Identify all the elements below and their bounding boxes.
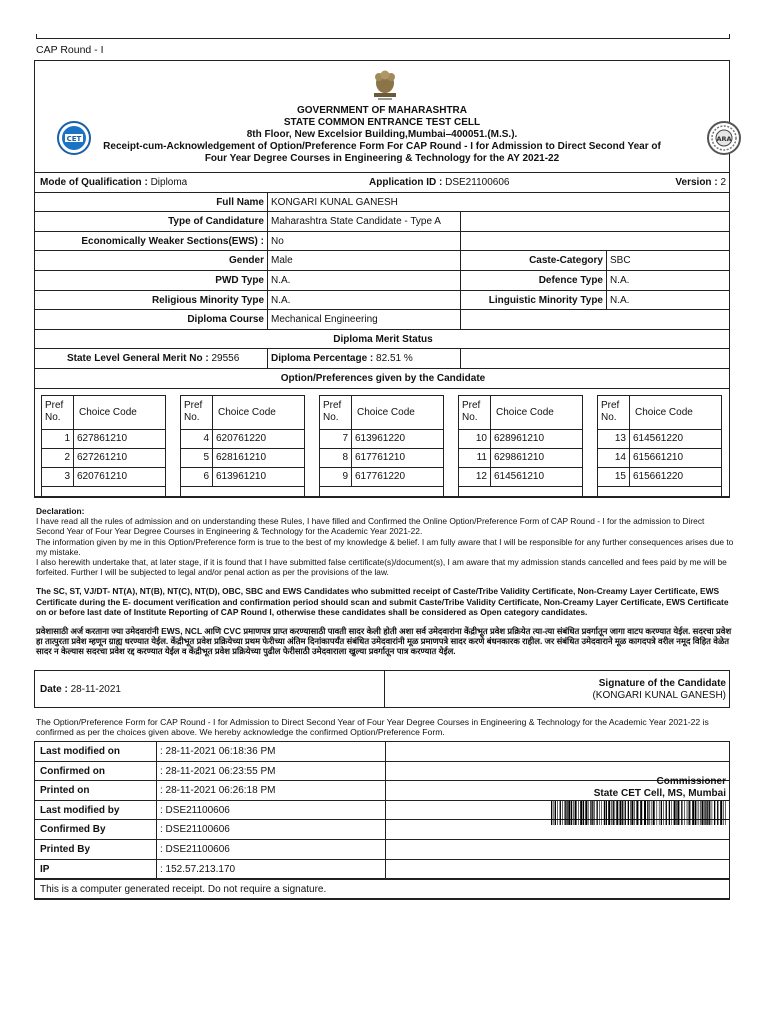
linguistic-label: Linguistic Minority Type [488,294,603,306]
barcode-bar [723,801,724,825]
barcode-bar [568,801,570,825]
choice-code-header: Choice Code [630,395,722,429]
barcode-bar [597,801,598,825]
pwd-value: N.A. [267,271,461,290]
barcode-bar [560,801,561,825]
barcode-bar [565,801,566,825]
header-text [95,105,669,165]
barcode-bar [631,801,633,825]
pref-no-header: Pref No. [42,395,74,429]
pwd-label: PWD Type [215,274,264,286]
pref-group-footer [458,487,583,497]
barcode-bar [659,801,660,825]
barcode-bar [647,801,648,825]
pref-group [180,395,305,497]
candidature-label: Type of Candidature [168,216,264,228]
linguistic-value: N.A. [606,291,731,310]
fullname-row [35,193,729,213]
barcode-bar [611,801,612,825]
barcode-bar [634,801,635,825]
choice-code-header: Choice Code [213,395,305,429]
barcode-bar [704,801,705,825]
defence-label: Defence Type [538,274,603,286]
barcode-bar [613,801,614,825]
barcode-bar [640,801,642,825]
merit-status-row [35,330,729,350]
header-line-2: STATE COMMON ENTRANCE TEST CELL [283,117,481,128]
barcode-bar [588,801,589,825]
ews-row [35,232,729,252]
barcode-bar [620,801,622,825]
header-line-4: Receipt-cum-Acknowledgement of Option/Preference Form For CAP Round - I for Admission to Direct Second Year of Four Year Degree Courses in Engineering & Technology for the AY 2021-22 [103,141,661,164]
declaration-para: I also herewith undertake that, at later stage, if it is found that I have submitted false certificate(s)/document(s), I am aware that my admission stands cancelled and fees paid by me will be forfeited. Further I will be subjected to legal and/or penal action as per the provisions of the law. [36,557,727,578]
course-label: Diploma Course [187,314,264,326]
header-line-3: 8th Floor, New Excelsior Building,Mumbai–400051.(M.S.). [246,129,518,140]
merit-row [35,349,729,369]
pref-row: 2 627261210 [42,448,166,467]
pref-group-footer [180,487,305,497]
version-field: Version : 2 [675,177,726,188]
barcode-bar [554,801,555,825]
barcode-bar [592,801,593,825]
barcode-bar [616,801,618,825]
ews-value: No [267,232,461,251]
pref-row: 4 620761220 [181,429,305,448]
barcode-bar [705,801,706,825]
merit-field: State Level General Merit No : 29556 [67,353,240,365]
ews-label: Economically Weaker Sections(EWS) : [81,235,264,247]
barcode-bar [671,801,672,825]
merit-status-title: Diploma Merit Status [333,333,433,345]
barcode-bar [717,801,718,825]
religious-label: Religious Minority Type [151,294,264,306]
barcode-bar [684,801,685,825]
declaration-marathi-note: प्रवेशासाठी अर्ज करताना ज्या उमेदवारांनी EWS, NCL आणि CVC प्रमाणपत्र प्राप्त करण्यासाठी पावती सादर केली होती अशा सर्व उमेदवारांना केंद्रीभूत प्रवेश प्रक्रियेत त्या-त्या संबंधित प्रवर्गातून जागा वाटप करण्यात येईल. सदरचा प्रवेश हा तात्पुरता प्रवेश म्हणून ग्राह्य धरण्यात येईल. केंद्रीभूत प्रवेश प्रक्रियेच्या प्रथम फेरीच्या अंतिम दिनांकापर्यंत संबंधित उमेदवारांनी मूळ प्रमाणपत्रे सादर करणे बंधनकारक राहील. जर संबंधित उमेदवाराने मूळ कागदपत्रे वरील नमूद विहित वेळेत सादर न केल्यास सदरचा प्रवेश रद्द करण्यात येईल व केंद्रीभूत प्रवेश प्रक्रियेच्या पुढील फेरीसाठी उमेदवाराला खुल्या प्रवर्गातून पात्र करण्यात येईल. [36,626,732,657]
merit-value: 29556 [211,353,240,365]
barcode-bar [677,801,679,825]
pref-table [458,395,583,487]
svg-text:CET: CET [66,135,82,143]
options-title-row [35,369,729,389]
choice-code-header: Choice Code [491,395,583,429]
gender-row [35,251,729,271]
barcode-bar [653,801,655,825]
barcode-bar [580,801,582,825]
pref-row: 5 628161210 [181,448,305,467]
log-row: Printed on : 28-11-2021 06:26:18 PM [35,781,729,801]
barcode-bar [725,801,726,825]
barcode-bar [720,801,722,825]
confirmation-text: The Option/Preference Form for CAP Round - I for Admission to Direct Second Year of Four Year Degree Courses in Engineering & Technology for the Academic Year 2021-22 is confirmed as per the choices given above. We hereby acknowledge the confirmed Option/Preference Form. [36,717,709,738]
footer-note-row [35,879,729,899]
signature-label: Signature of the Candidate [598,678,726,689]
barcode-bar [676,801,677,825]
barcode-bar [709,801,710,825]
pref-row: 3 620761210 [42,467,166,486]
cap-round-label: CAP Round - I [36,44,104,56]
barcode-bar [661,801,662,825]
date-field: Date : 28-11-2021 [35,671,385,707]
pref-table [319,395,444,487]
religious-value: N.A. [267,291,461,310]
barcode-bar [585,801,587,825]
defence-value: N.A. [606,271,731,290]
log-row: Confirmed on : 28-11-2021 06:23:55 PM [35,762,729,782]
top-divider [36,38,730,39]
pref-row: 11 629861210 [459,448,583,467]
barcode-bar [575,801,577,825]
pwd-row [35,271,729,291]
barcode-bar [590,801,591,825]
barcode-bar [555,801,556,825]
barcode-bar [636,801,638,825]
barcode-bar [697,801,698,825]
cet-logo-icon [57,121,91,155]
pref-group-footer [597,487,722,497]
barcode-bar [628,801,629,825]
barcode-bar [714,801,715,825]
commissioner-block [594,776,726,800]
commissioner-title: Commissioner [656,776,726,787]
pref-row: 13 614561220 [598,429,722,448]
receipt-header [35,61,732,173]
candidature-row [35,212,729,232]
barcode-icon [551,801,727,825]
barcode-bar [657,801,658,825]
barcode-bar [687,801,688,825]
pref-no-header: Pref No. [598,395,630,429]
candidate-signature [592,678,726,702]
barcode-bar [688,801,689,825]
barcode-bar [601,801,602,825]
barcode-bar [551,801,552,825]
course-value: Mechanical Engineering [267,310,461,329]
barcode-bar [622,801,623,825]
choice-code-header: Choice Code [352,395,444,429]
pref-group [319,395,444,497]
barcode-bar [700,801,701,825]
barcode-bar [573,801,574,825]
version-value: 2 [720,177,726,188]
tick-mark [729,34,730,39]
declaration-para: The information given by me in this Option/Preference form is true to the best of my knowledge & belief. I am fully aware that I will be responsible for any further consequences arises due to my mistake. [36,536,734,557]
barcode-bar [557,801,558,825]
barcode-bar [681,801,682,825]
barcode-bar [604,801,605,825]
barcode-bar [707,801,708,825]
barcode-bar [651,801,652,825]
pref-row: 9 617761220 [320,467,444,486]
pref-group-footer [319,487,444,497]
religious-row [35,291,729,311]
pref-row: 10 628961210 [459,429,583,448]
barcode-bar [599,801,600,825]
mode-value: Diploma [150,177,188,188]
barcode-bar [666,801,667,825]
barcode-bar [562,801,563,825]
fullname-label: Full Name [216,196,264,208]
caste-label: Caste-Category [529,255,603,267]
pref-table [597,395,722,487]
barcode-bar [606,801,607,825]
pref-group [458,395,583,497]
declaration-caste-note: The SC, ST, VJ/DT- NT(A), NT(B), NT(C), NT(D), OBC, SBC and EWS Candidates who submitted receipt of Caste/Tribe Validity Certificate, Non-Creamy Layer Certificate, EWS Certificate during the E- document verification and confirmation period should scan and submit Caste/Tribe Validity Certificate, Non-Creamy Layer Certificate, EWS Certificate on or before last date of Institute Reporting of CAP Round I, otherwise these candidates shall be considered as Open category candidates. [36,586,729,617]
mode-field: Mode of Qualification : Diploma [40,177,188,188]
state-emblem-icon [370,67,400,101]
barcode-bar [663,801,664,825]
appid-value: DSE21100606 [445,177,510,188]
footer-note: This is a computer generated receipt. Do not require a signature. [40,884,327,896]
barcode-bar [712,801,713,825]
log-row: Confirmed By : DSE21100606 [35,820,729,840]
barcode-bar [695,801,696,825]
barcode-bar [625,801,626,825]
barcode-bar [669,801,670,825]
pref-row: 7 613961220 [320,429,444,448]
barcode-bar [649,801,650,825]
pref-row: 12 614561210 [459,467,583,486]
pref-no-header: Pref No. [320,395,352,429]
course-row [35,310,729,330]
fullname-value: KONGARI KUNAL GANESH [267,193,731,212]
pref-no-header: Pref No. [459,395,491,429]
barcode-bar [615,801,616,825]
log-row: Last modified by : DSE21100606 [35,801,729,821]
ara-logo-icon [707,121,741,155]
pref-row: 1 627861210 [42,429,166,448]
barcode-bar [644,801,646,825]
pref-row: 8 617761210 [320,448,444,467]
log-row: Last modified on : 28-11-2021 06:18:36 PM [35,742,729,762]
barcode-bar [692,801,694,825]
preferences-section [35,389,729,497]
pref-group [597,395,722,497]
signature-name: (KONGARI KUNAL GANESH) [592,690,726,701]
log-row: IP : 152.57.213.170 [35,860,729,880]
barcode-bar [571,801,572,825]
barcode-bar [630,801,631,825]
pref-row: 15 615661220 [598,467,722,486]
declaration-title: Declaration: [36,506,85,516]
appid-field: Application ID : DSE21100606 [369,177,510,188]
barcode-bar [699,801,700,825]
barcode-bar [594,801,595,825]
gender-label: Gender [228,255,264,267]
signature-box [34,670,730,708]
receipt-frame [34,60,730,498]
pref-table [41,395,166,487]
pref-group [41,395,166,497]
commissioner-office: State CET Cell, MS, Mumbai [593,788,726,799]
pref-row: 6 613961210 [181,467,305,486]
pref-table [180,395,305,487]
barcode-bar [566,801,567,825]
barcode-bar [702,801,704,825]
pref-no-header: Pref No. [181,395,213,429]
tick-mark [36,34,37,39]
options-title: Option/Preferences given by the Candidate [280,372,486,384]
svg-text:ARA: ARA [716,135,732,143]
declaration [36,506,734,657]
barcode-bar [608,801,610,825]
declaration-para: I have read all the rules of admission and on understanding these Rules, I have filled and Confirmed the Online Option/Preference Form of CAP Round - I for the admission to Direct Second Year of Four Year Degree Courses in Engineering & Technology for the Academic Year 2021-22. [36,516,705,537]
barcode-bar [689,801,690,825]
barcode-bar [578,801,579,825]
caste-value: SBC [606,251,731,270]
barcode-bar [674,801,676,825]
choice-code-header: Choice Code [74,395,166,429]
pref-group-footer [41,487,166,497]
gender-value: Male [267,251,461,270]
barcode-bar [583,801,584,825]
mode-row [35,173,729,193]
percent-value: 82.51 % [376,353,413,365]
candidature-value: Maharashtra State Candidate - Type A [267,212,461,231]
percent-field: Diploma Percentage : 82.51 % [267,349,461,368]
audit-log [34,741,730,900]
date-value: 28-11-2021 [70,684,121,695]
log-row: Printed By : DSE21100606 [35,840,729,860]
pref-row: 14 615661210 [598,448,722,467]
header-line-1: GOVERNMENT OF MAHARASHTRA [297,105,467,116]
